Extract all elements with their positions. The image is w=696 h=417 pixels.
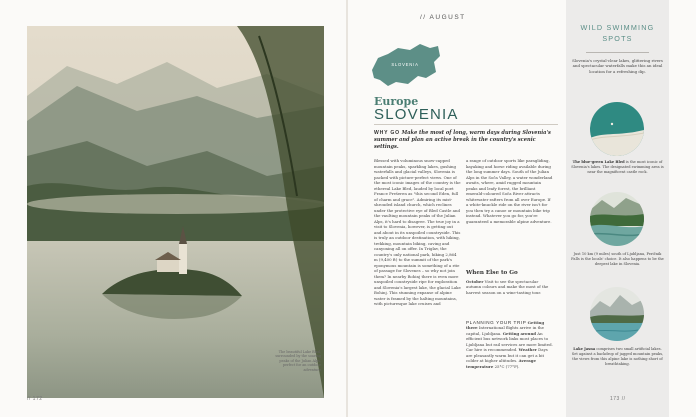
when-else-heading: When Else to Go — [466, 270, 518, 276]
sidebar-intro: Slovenia's crystal-clear lakes, glittering rivers and spectacular waterfalls make this an ideal location for a refreshing dip. — [572, 58, 663, 74]
body-column-1 — [374, 158, 461, 398]
getting-around-text: An efficient bus network links most places to Ljubljana but rail services are more limited. Car hire is recommended. — [466, 330, 553, 352]
when-else-text: Visit to see the spectacular autumn colours and make the most of the harvest season on a wine-tasting tour. — [466, 278, 549, 295]
photo-caption: The beautiful Lake Bled, surrounded by the soaring peaks of the Julian Alps, perfect for an outdoor adventure — [275, 350, 321, 372]
page-gutter — [346, 0, 348, 417]
getting-there-text: International flights arrive in the capital, Ljubljana. — [466, 325, 544, 336]
body-text-1: Blessed with voluminous snow-capped mountain peaks, sparkling lakes, gushing waterfalls and glacial valleys, Slovenia is packed with picture-perfect views. One of the most iconic images of the country is the ethereal Lake Bled, lauded by local poet France Prešeren as "this second Eden, full of charm and grace". Admiring its mist-shrouded island church, which reclines under the protective eye of Bled Castle and the vaulting mountain peaks of the Julian Alps, it's hard to disagree. The true joy in a visit to Slovenia, however, is getting out and about in its unspoiled countryside. This is truly an outdoor destination, with hiking, trekking, mountain biking, caving and canyoning all on offer. In Triglav, the country's only national park, hiking 2,864 m (9,400 ft) to the summit of the park's eponymous mountain is something of a rite of passage for Slovenes – so why not join them? In nearby Bohinj there is even more unspoiled countryside ripe for exploration and Slovenia's largest lake, the glacial Lake Bohinj. This stunning expanse of alpine water is framed by the halting mountains, with picturesque lake cruises and — [374, 158, 461, 306]
spot-text-2: Just 10 km (9 miles) south of Ljubljana, Peričnik Falls is the locals' choice. It also happens to be the deepest lake in Slovenia. — [571, 252, 664, 266]
spot-text-3: comprises two small artificial lakes. Set against a backdrop of jagged mountain peaks, the views from this alpine lake is nothing short of breathtaking. — [571, 347, 664, 366]
spot-caption-1 — [570, 160, 665, 175]
river-valley-image — [590, 192, 644, 246]
slovenia-map — [368, 40, 442, 90]
title-rule — [374, 124, 558, 125]
spot-caption-3 — [570, 347, 665, 367]
planning-section — [466, 320, 553, 390]
spot-caption-2 — [570, 252, 665, 267]
when-else-month: October — [466, 278, 484, 284]
spot-photo-1 — [590, 102, 644, 156]
spot-name-3: Lake Jasna — [573, 347, 596, 351]
getting-around-label: Getting around — [502, 330, 537, 336]
body-column-2 — [466, 158, 553, 390]
region-heading: Europe — [374, 95, 419, 108]
page-number-left: // 172 — [27, 396, 43, 402]
sidebar-title: WILD SWIMMING SPOTS — [580, 23, 655, 43]
month-heading: // AUGUST — [420, 14, 466, 21]
avg-temp-value: 25°C (77°F). — [494, 363, 520, 369]
avg-temp-label: Average temperature — [466, 358, 537, 369]
spot-photo-3 — [590, 287, 644, 341]
lake-bled-photo — [27, 26, 324, 398]
lake-bled-illustration — [27, 26, 324, 398]
when-else-paragraph — [466, 279, 553, 296]
weather-text: Days are pleasantly warm but it can get a bit colder at higher altitudes. — [466, 347, 548, 363]
planning-paragraph — [466, 320, 553, 370]
getting-there-label: Getting there — [466, 319, 545, 330]
body-text-2-wrap — [466, 158, 553, 265]
weather-label: Weather — [518, 347, 537, 352]
sidebar-rule — [586, 52, 649, 53]
spot-name-1: The blue-green Lake Bled — [572, 160, 625, 164]
why-go-intro — [374, 130, 558, 152]
lake-bled-swimmer-image — [590, 102, 644, 156]
spot-photo-2 — [590, 192, 644, 246]
why-go-text: Make the most of long, warm days during Slovenia's summer and plan an active break in the country's scenic settings. — [374, 130, 551, 151]
page-number-right: 173 // — [610, 396, 626, 402]
lake-jasna-image — [590, 287, 644, 341]
body-text-2: a range of outdoor sports like paragliding, kayaking and horse riding available during the long summer days. South of the Julian Alps in the Soča Valley, a water wonderland awaits, where, amid rugged mountain peaks and leafy forest, the brilliant emerald-coloured Soča River attracts whitewater rafters from all over Europe. If a white-knuckle ride on the river isn't for you then try a canoe or mountain bike trip instead. Whatever you go for, you're guaranteed a memorable alpine adventure. — [466, 158, 553, 224]
planning-title: PLANNING YOUR TRIP — [466, 319, 527, 325]
why-go-label: WHY GO — [374, 130, 400, 136]
map-label: SLOVENIA — [391, 62, 419, 67]
when-else-wrap — [466, 279, 553, 316]
country-title: SLOVENIA — [374, 106, 459, 123]
spot-text-1: is the most iconic of Slovenia's lakes. The designated swimming area is near the magnificent castle rock. — [571, 160, 664, 174]
